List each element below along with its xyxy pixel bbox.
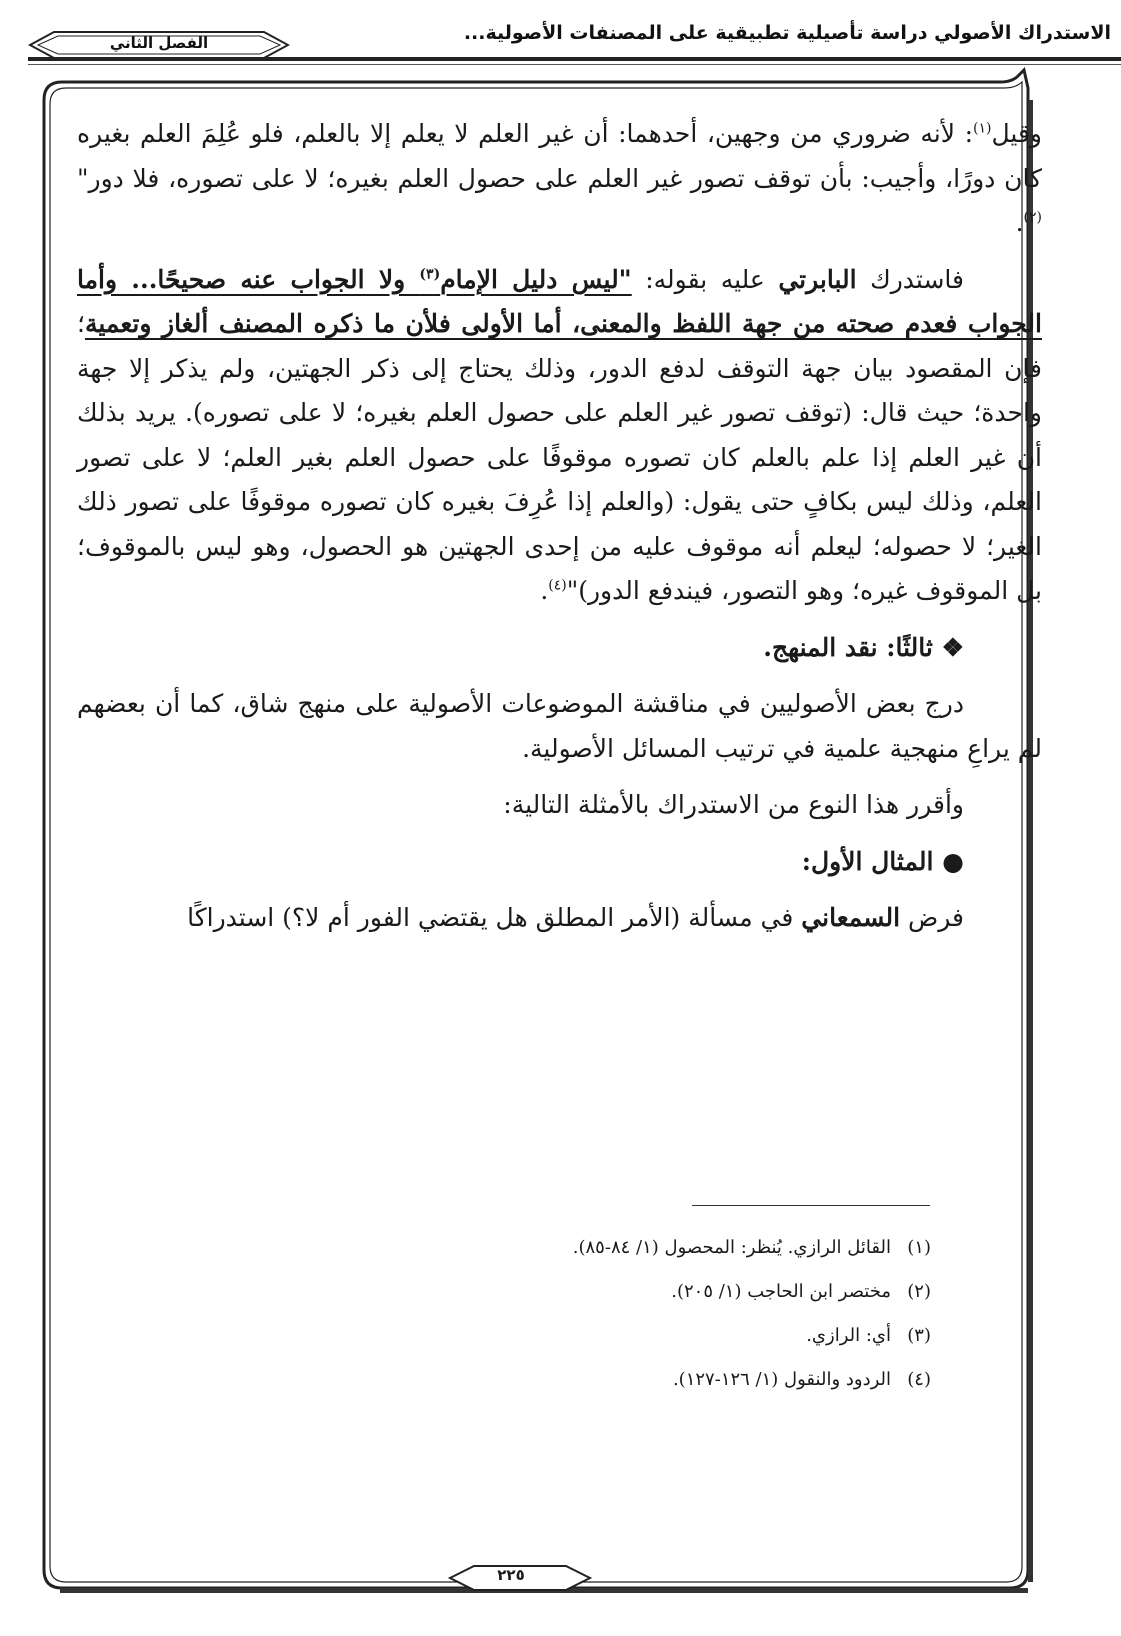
footnote-item [111, 1314, 931, 1358]
text-run: فرض [900, 903, 964, 932]
text-run: فاستدرك [856, 264, 964, 294]
footnote-text: مختصر ابن الحاجب (١/ ٢٠٥). [671, 1281, 891, 1302]
paragraph-4: وأقرر هذا النوع من الاستدراك بالأمثلة التالية: [503, 790, 964, 819]
footnote-separator [692, 1205, 930, 1206]
footnote-number: (٤) [907, 1369, 931, 1390]
scholar-name: السمعاني [801, 903, 901, 932]
footnote-ref-3[interactable]: (٣) [419, 266, 441, 283]
footnote-item [111, 1358, 931, 1402]
footnote-item [111, 1226, 931, 1270]
quote-part: ولا الجواب عنه صحيحًا... وأما الجواب فعدم صحته من جهة اللفظ والمعنى، أما الأولى فلأن ما ذكره المصنف ألغاز وتعمية [77, 264, 1042, 338]
main-text [77, 112, 1042, 953]
footnote-text: أي: الرازي. [806, 1325, 891, 1346]
chapter-label: الفصل الثاني [109, 34, 209, 52]
footnote-text: الردود والنقول (١/ ١٢٦-١٢٧). [672, 1369, 891, 1390]
scholar-name: البابرتي [778, 264, 857, 294]
page-number: ٢٢٥ [497, 1566, 525, 1584]
footnote-ref-4[interactable]: (٤) [548, 577, 567, 594]
footnotes [111, 1226, 931, 1402]
text-run: عليه بقوله: [631, 264, 779, 294]
text-run: ؛ فإن المقصود بيان جهة التوقف لدفع الدور، وذلك يحتاج إلى ذكر الجهتين، ولم يذكر إلا جهة واحدة؛ حيث قال: (توقف تصور غير العلم على حصول العلم بغيره؛ لا على تصوره). يريد بذلك أن غير العلم إذا علم بالعلم كان تصوره موقوفًا على حصول العلم بغير العلم؛ لا على تصور العلم، وذلك ليس بكافٍ حتى يقول: (والعلم إذا عُرِفَ بغيره كان تصوره موقوفًا على تصور ذلك الغير؛ لا حصوله؛ ليعلم أنه موقوف عليه من إحدى الجهتين هو الحصول، وهو ليس بالموقوف؛ بل الموقوف غيره؛ وهو التصور، فيندفع الدور)" [77, 309, 1042, 605]
text-run: . [1015, 208, 1024, 237]
text-run: . [540, 576, 549, 605]
footnote-number: (٣) [907, 1325, 931, 1346]
footnote-text: القائل الرازي. يُنظر: المحصول (١/ ٨٤-٨٥). [572, 1237, 891, 1258]
section-heading: ❖ ثالثًا: نقد المنهج. [763, 632, 964, 662]
footnote-number: (١) [907, 1237, 931, 1258]
footnote-ref-1[interactable]: (١) [973, 120, 992, 137]
running-title: الاستدراك الأصولي دراسة تأصيلية تطبيقية على المصنفات الأصولية... [463, 22, 1111, 44]
paragraph-5 [77, 896, 1042, 941]
footnote-item [111, 1270, 931, 1314]
text-run: في مسألة (الأمر المطلق هل يقتضي الفور أم لا؟) استدراكًا [187, 903, 802, 932]
paragraph-1 [77, 112, 1042, 246]
paragraph-2 [77, 258, 1042, 614]
example-heading: ● المثال الأول: [801, 846, 964, 876]
quote-part: "ليس دليل الإمام [440, 264, 632, 294]
paragraph-3: درج بعض الأصوليين في مناقشة الموضوعات الأصولية على منهج شاق، كما أن بعضهم لم يراعِ منهجية علمية في ترتيب المسائل الأصولية. [77, 689, 1042, 763]
text-run: وقيل [991, 119, 1042, 148]
footnote-number: (٢) [907, 1281, 931, 1302]
footnote-ref-2[interactable]: (٢) [1023, 209, 1042, 226]
text-run: : لأنه ضروري من وجهين، أحدهما: أن غير العلم لا يعلم إلا بالعلم، فلو عُلِمَ العلم بغيره كان دورًا، وأجيب: بأن توقف تصور غير العلم على حصول العلم بغيره؛ لا على تصوره، فلا دور" [77, 119, 1042, 193]
